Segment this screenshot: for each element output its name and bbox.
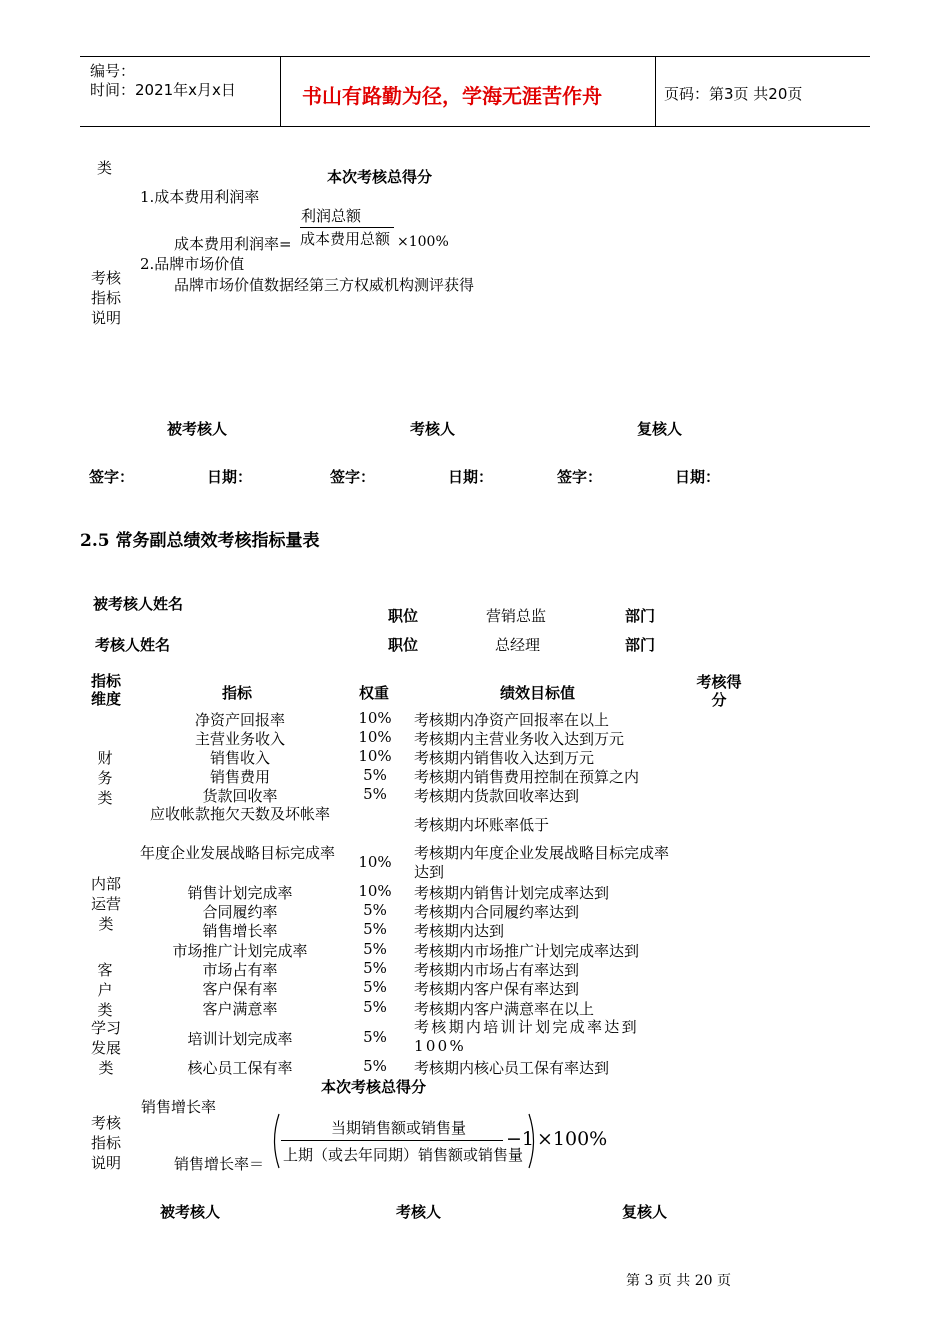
formula1-numerator: 利润总额 [301,207,362,225]
category-learning: 学习发展类 [90,1019,121,1077]
table-row-target: 考核期内销售费用控制在预算之内 [414,768,640,786]
formula2-denominator: 上期（或去年同期）销售额或销售量 [283,1146,524,1164]
total-score-label: 本次考核总得分 [321,1078,427,1096]
table-row-weight: 5% [363,901,387,919]
item1-title: 1.成本费用利润率 [140,188,260,206]
table-row-weight: 10% [358,853,392,871]
sign-label: 签字： [330,468,376,486]
item2-title: 2.品牌市场价值 [140,255,245,273]
table-row-weight: 10% [358,728,392,746]
item2-desc: 品牌市场价值数据经第三方权威机构测评获得 [174,276,475,294]
explain-title: 考核指标说明 [90,269,121,327]
bottom-item-title: 销售增长率 [141,1098,217,1116]
table-row-indicator: 客户满意率 [202,1000,278,1018]
role-examiner: 考核人 [410,420,456,438]
header-motto: 书山有路勤为径，学海无涯苦作舟 [302,84,602,108]
dept-label: 部门 [625,607,656,625]
table-row-weight: 5% [363,940,387,958]
table-row-indicator: 市场推广计划完成率 [172,942,308,960]
date-label: 日期： [448,468,494,486]
table-row-indicator: 应收帐款拖欠天数及坏帐率 [149,805,330,823]
table-row-target: 考核期内市场占有率达到 [414,961,580,979]
category-operation: 内部运营类 [90,875,121,933]
dept-label: 部门 [625,636,656,654]
table-row-weight: 5% [363,766,387,784]
table-row-target: 考核期内净资产回报率在以上 [414,711,610,729]
table-row-weight: 5% [363,920,387,938]
date-label: 日期： [675,468,721,486]
formula2-tail: ×100% [537,1128,608,1150]
table-row-target: 考核期内销售收入达到万元 [414,749,595,767]
bottom-explain-title: 考核指标说明 [90,1114,121,1172]
table-row-indicator: 净资产回报率 [194,711,285,729]
role-examinee: 被考核人 [167,420,228,438]
table-row-weight: 5% [363,959,387,977]
sign-label: 签字： [89,468,135,486]
table-row-weight: 5% [363,998,387,1016]
table-row-weight: 10% [358,709,392,727]
table-row-target: 考核期内主营业务收入达到万元 [414,730,625,748]
table-row-target: 考核期内核心员工保有率达到 [414,1059,610,1077]
position-label: 职位 [388,607,419,625]
table-row-target: 考核期内客户保有率达到 [414,980,580,998]
page-indicator: 页码：第3页 共20页 [664,85,803,103]
header-target: 绩效目标值 [500,684,576,702]
table-row-target: 考核期内销售计划完成率达到 [414,884,610,902]
table-row-weight: 5% [363,1057,387,1075]
table-row-indicator: 销售费用 [209,768,270,786]
table-row-weight: 5% [363,785,387,803]
formula1-lhs: 成本费用利润率= [174,235,292,253]
table-row-indicator: 销售增长率 [202,922,278,940]
table-row-indicator: 客户保有率 [202,980,278,998]
table-row-target: 考核期内客户满意率在以上 [414,1000,595,1018]
table-row-weight: 5% [363,978,387,996]
examinee-position: 营销总监 [486,607,547,625]
formula1-tail: ×100% [397,234,449,250]
table-row-indicator: 销售收入 [209,749,270,767]
position-label: 职位 [388,636,419,654]
table-row-indicator: 市场占有率 [202,961,278,979]
role-reviewer: 复核人 [622,1203,668,1221]
page-header [80,56,870,127]
header-indicator: 指标 [222,684,253,702]
formula2-lhs: 销售增长率＝ [174,1155,265,1173]
table-row-target: 考核期内合同履约率达到 [414,903,580,921]
page-footer: 第 3 页 共 20 页 [626,1273,731,1289]
table-row-target: 考核期内培训计划完成率达到100% [414,1018,639,1055]
table-row-target: 考核期内坏账率低于 [414,816,550,834]
table-row-weight: 10% [358,882,392,900]
examinee-name-label: 被考核人姓名 [92,595,183,613]
table-row-indicator: 销售计划完成率 [187,884,293,902]
table-row-indicator: 培训计划完成率 [187,1030,293,1048]
left-paren [268,1112,282,1170]
serial-label: 编号： [90,62,136,80]
table-row-indicator: 合同履约率 [202,903,278,921]
header-score: 考核得分 [696,673,742,709]
sign-label: 签字： [557,468,603,486]
role-examiner: 考核人 [396,1203,442,1221]
table-row-target: 考核期内市场推广计划完成率达到 [414,942,640,960]
table-row-indicator: 年度企业发展战略目标完成率 [140,844,336,862]
header-dimension: 指标维度 [90,672,121,708]
header-divider [280,57,281,126]
fraction-bar [281,1140,503,1141]
table-row-target: 考核期内年度企业发展战略目标完成率达到 [414,844,670,881]
date-label: 时间：2021年x月x日 [90,81,236,99]
category-customer: 客户类 [97,961,113,1019]
date-label: 日期： [207,468,253,486]
formula1-denominator: 成本费用总额 [300,230,391,248]
table-row-weight: 5% [363,1028,387,1046]
table-row-target: 考核期内达到 [414,922,505,940]
header-divider [655,57,656,126]
category-tail: 类 [97,159,113,177]
examiner-name-label: 考核人姓名 [95,636,171,654]
header-weight: 权重 [359,684,390,702]
table-row-indicator: 主营业务收入 [194,730,285,748]
examiner-position: 总经理 [495,636,541,654]
category-finance: 财务类 [97,749,113,807]
section-title: 2.5 常务副总绩效考核指标量表 [80,531,320,551]
table-row-indicator: 货款回收率 [202,787,278,805]
total-score-label: 本次考核总得分 [327,168,433,186]
role-examinee: 被考核人 [160,1203,221,1221]
formula2-numerator: 当期销售额或销售量 [331,1119,467,1137]
table-row-target: 考核期内货款回收率达到 [414,787,580,805]
table-row-weight: 10% [358,747,392,765]
role-reviewer: 复核人 [637,420,683,438]
table-row-indicator: 核心员工保有率 [187,1059,293,1077]
formula2-minus-one: −1 [506,1128,535,1150]
